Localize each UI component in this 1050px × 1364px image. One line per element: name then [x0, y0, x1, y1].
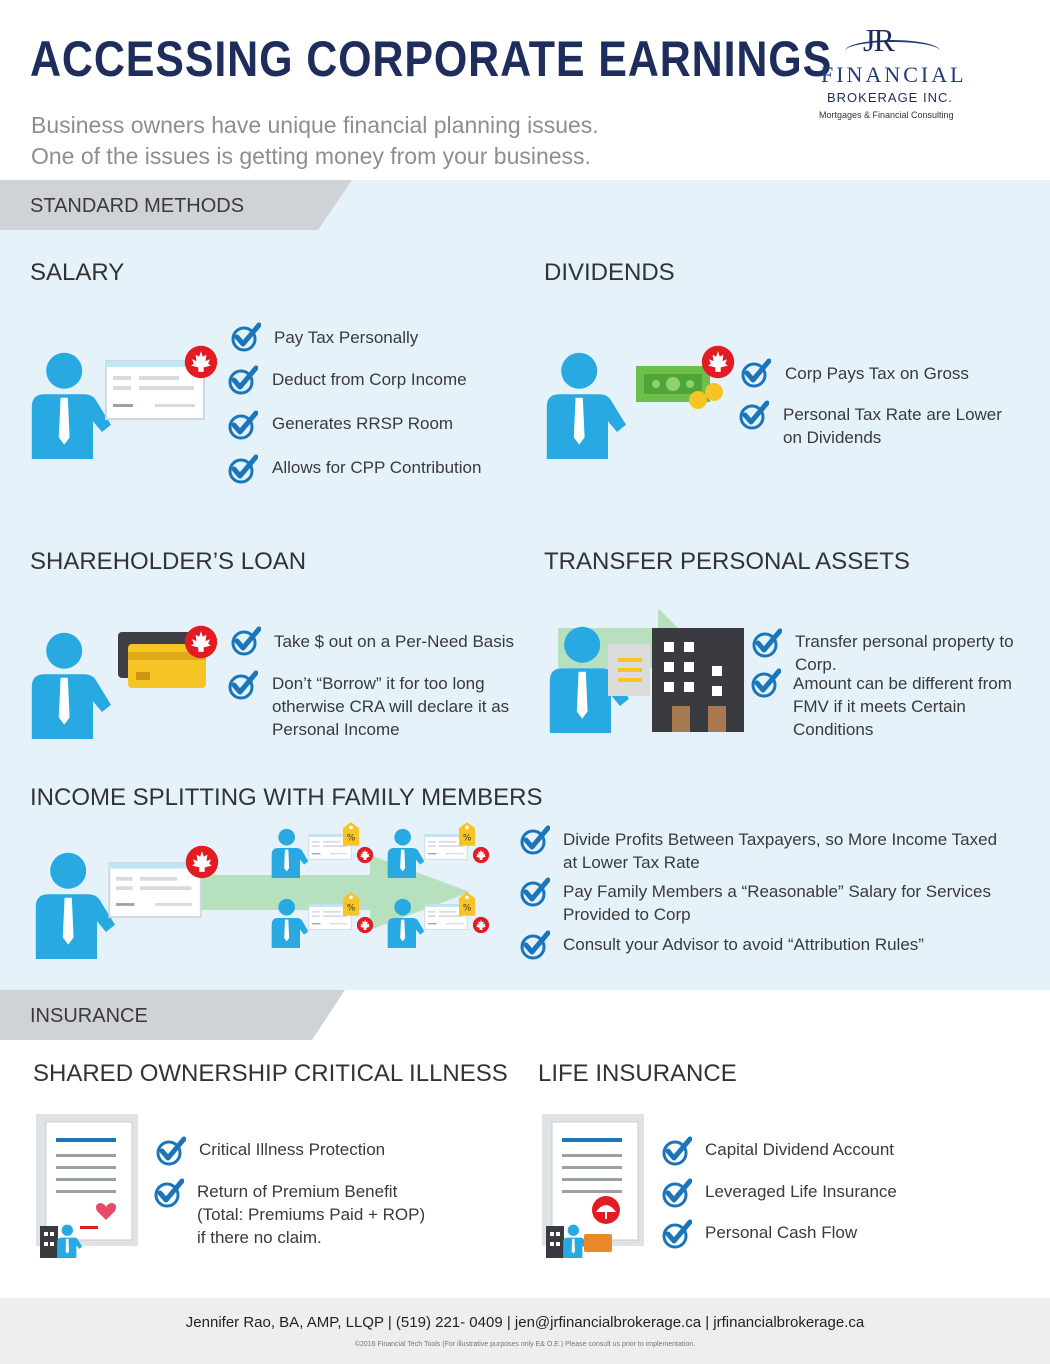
transfer-assets-heading: TRANSFER PERSONAL ASSETS — [544, 548, 910, 575]
critical-illness-heading: SHARED OWNERSHIP CRITICAL ILLNESS — [33, 1060, 508, 1087]
income-splitting-illustration — [30, 820, 510, 970]
transfer-item: Transfer personal property to — [795, 632, 1014, 651]
footer-disclaimer: ©2016 Financial Tech Tools (For illustrative purposes only E& O.E.) Please consult us prior to implementation. — [354, 1341, 696, 1348]
critical-item: Return of Premium Benefit — [197, 1182, 398, 1201]
logo-name: FINANCIAL — [821, 62, 967, 87]
check-icon — [662, 1219, 692, 1249]
check-icon — [156, 1136, 186, 1166]
check-icon — [228, 454, 258, 484]
policy-document-icon — [536, 1108, 651, 1263]
canada-flag-icon — [183, 344, 219, 380]
dividends-heading: DIVIDENDS — [544, 259, 675, 286]
splitting-item: Provided to Corp — [563, 905, 691, 924]
subtitle-line: Business owners have unique financial planning issues. — [31, 112, 599, 138]
check-icon — [662, 1136, 692, 1166]
critical-item: Critical Illness Protection — [199, 1140, 386, 1159]
loan-item: Personal Income — [272, 720, 400, 739]
check-icon — [741, 358, 771, 388]
transfer-item: Conditions — [793, 720, 874, 739]
loan-item: Don’t “Borrow” it for too long — [272, 674, 485, 693]
logo-tagline: Mortgages & Financial Consulting — [819, 110, 954, 120]
critical-item: if there no claim. — [197, 1228, 322, 1247]
footer — [0, 1298, 1050, 1364]
shareholders-loan-heading: SHAREHOLDER’S LOAN — [30, 548, 307, 575]
salary-heading: SALARY — [30, 259, 125, 286]
splitting-item: Pay Family Members a “Reasonable” Salary for Services — [563, 882, 991, 901]
logo-mark: JR — [863, 22, 893, 58]
splitting-item: Consult your Advisor to avoid “Attribution Rules” — [563, 935, 924, 954]
dividends-item: on Dividends — [783, 428, 882, 447]
critical-item: (Total: Premiums Paid + ROP) — [197, 1205, 426, 1224]
life-item: Leveraged Life Insurance — [705, 1182, 897, 1201]
salary-item: Pay Tax Personally — [274, 328, 419, 347]
dividends-item: Corp Pays Tax on Gross — [785, 364, 969, 383]
check-icon — [520, 825, 550, 855]
check-icon — [752, 628, 782, 658]
check-icon — [154, 1178, 184, 1208]
page-title: ACCESSING CORPORATE EARNINGS — [30, 31, 833, 87]
page-subtitle — [31, 110, 681, 172]
check-icon — [231, 322, 261, 352]
income-splitting-heading: INCOME SPLITTING WITH FAMILY MEMBERS — [30, 784, 543, 811]
salary-item: Generates RRSP Room — [272, 414, 454, 433]
loan-item: Take $ out on a Per-Need Basis — [274, 632, 515, 651]
canada-flag-icon — [183, 624, 219, 660]
salary-item: Deduct from Corp Income — [272, 370, 467, 389]
section-label-standard-methods: STANDARD METHODS — [30, 195, 245, 217]
dividends-item: Personal Tax Rate are Lower — [783, 405, 1002, 424]
transfer-item: Corp. — [795, 655, 837, 674]
section-label-insurance: INSURANCE — [30, 1005, 148, 1027]
person-icon — [545, 350, 635, 460]
life-item: Personal Cash Flow — [705, 1223, 858, 1242]
company-logo — [815, 22, 975, 122]
check-icon — [228, 670, 258, 700]
splitting-item: Divide Profits Between Taxpayers, so More Income Taxed — [563, 830, 998, 849]
transfer-item: Amount can be different from — [793, 674, 1012, 693]
policy-document-icon — [30, 1108, 145, 1263]
check-icon — [231, 626, 261, 656]
canada-flag-icon — [700, 344, 736, 380]
logo-sub: BROKERAGE INC. — [827, 90, 953, 105]
footer-contact: Jennifer Rao, BA, AMP, LLQP | (519) 221- 0409 | jen@jrfinancialbrokerage.ca | jrfinancialbrokerage.ca — [185, 1314, 865, 1331]
transfer-illustration — [548, 606, 748, 736]
check-icon — [520, 930, 550, 960]
life-insurance-heading: LIFE INSURANCE — [538, 1060, 737, 1087]
check-icon — [520, 877, 550, 907]
subtitle-line: One of the issues is getting money from your business. — [31, 143, 591, 169]
loan-item: otherwise CRA will declare it as — [272, 697, 510, 716]
person-icon — [30, 630, 120, 740]
check-icon — [751, 668, 781, 698]
check-icon — [228, 410, 258, 440]
salary-item: Allows for CPP Contribution — [272, 458, 482, 477]
check-icon — [662, 1178, 692, 1208]
splitting-item: at Lower Tax Rate — [563, 853, 700, 872]
check-icon — [228, 365, 258, 395]
check-icon — [739, 400, 769, 430]
life-item: Capital Dividend Account — [705, 1140, 895, 1159]
transfer-item: FMV if it meets Certain — [793, 697, 966, 716]
